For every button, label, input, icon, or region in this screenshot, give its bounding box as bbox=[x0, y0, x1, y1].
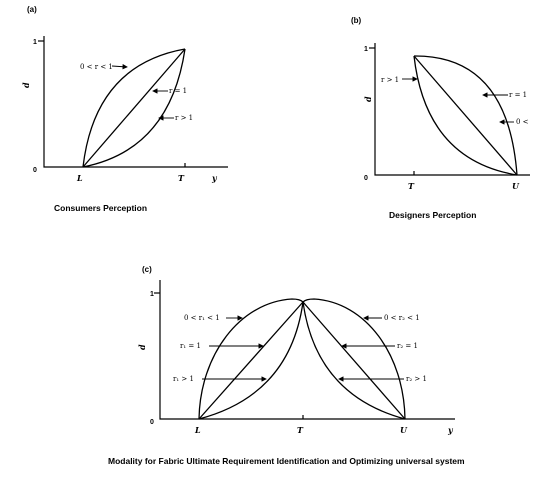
panel-c-x-tick-u: U bbox=[400, 425, 407, 435]
panel-a-arrow-concave bbox=[112, 66, 127, 67]
panel-c-right-label-linear: r₂ = 1 bbox=[397, 342, 418, 350]
panel-b-label-convex: r > 1 bbox=[381, 76, 400, 84]
panel-c-y-tick-1: 1 bbox=[150, 291, 154, 298]
panel-c-label: (c) bbox=[142, 265, 152, 274]
panel-c-left-label-linear: r₁ = 1 bbox=[180, 342, 201, 350]
panel-c-right-label-convex: r₂ > 1 bbox=[406, 375, 427, 383]
panel-a-label-concave: 0 < r < 1 bbox=[80, 63, 113, 71]
panel-b-label-concave: 0 < bbox=[516, 118, 529, 126]
panel-c-left-label-concave: 0 < r₁ < 1 bbox=[184, 314, 220, 322]
panel-a-y-var: d bbox=[21, 82, 31, 88]
panel-c-left-label-convex: r₁ > 1 bbox=[173, 375, 194, 383]
panel-a-x-tick-l: L bbox=[77, 173, 83, 183]
panel-a-y-tick-0: 0 bbox=[33, 167, 37, 174]
panel-a-label: (a) bbox=[27, 5, 37, 14]
panel-b-x-tick-u: U bbox=[512, 181, 519, 191]
panel-a-y-tick-1: 1 bbox=[33, 39, 37, 46]
panel-b-caption: Designers Perception bbox=[389, 210, 477, 220]
panel-a-label-convex: r > 1 bbox=[175, 114, 194, 122]
panel-b-x-tick-t: T bbox=[408, 181, 414, 191]
panel-b-y-var: d bbox=[363, 96, 373, 102]
panel-c-y-var: d bbox=[137, 344, 147, 350]
panel-c-x-tick-t: T bbox=[297, 425, 303, 435]
panel-b-label: (b) bbox=[351, 16, 362, 25]
panel-a-x-tick-t: T bbox=[178, 173, 184, 183]
panel-a-axes bbox=[44, 36, 228, 167]
panel-a bbox=[21, 5, 228, 213]
panel-b-y-tick-0: 0 bbox=[364, 175, 368, 182]
panel-c-y-tick-0: 0 bbox=[150, 419, 154, 426]
panel-b bbox=[351, 16, 530, 220]
panel-b-curve-linear bbox=[414, 56, 517, 175]
panel-c-caption: Modality for Fabric Ultimate Requirement Identification and Optimizing universal system bbox=[108, 456, 465, 466]
panel-a-x-var: y bbox=[212, 173, 217, 183]
panel-c bbox=[108, 265, 465, 466]
panel-c-x-var: y bbox=[448, 425, 453, 435]
panel-c-x-tick-l: L bbox=[195, 425, 201, 435]
panel-b-y-tick-1: 1 bbox=[364, 46, 368, 53]
panel-a-caption: Consumers Perception bbox=[54, 203, 148, 213]
panel-b-axes bbox=[375, 43, 530, 175]
panel-a-label-linear: r = 1 bbox=[169, 87, 188, 95]
panel-b-label-linear: r = 1 bbox=[509, 91, 528, 99]
panel-c-right-label-concave: 0 < r₂ < 1 bbox=[384, 314, 420, 322]
